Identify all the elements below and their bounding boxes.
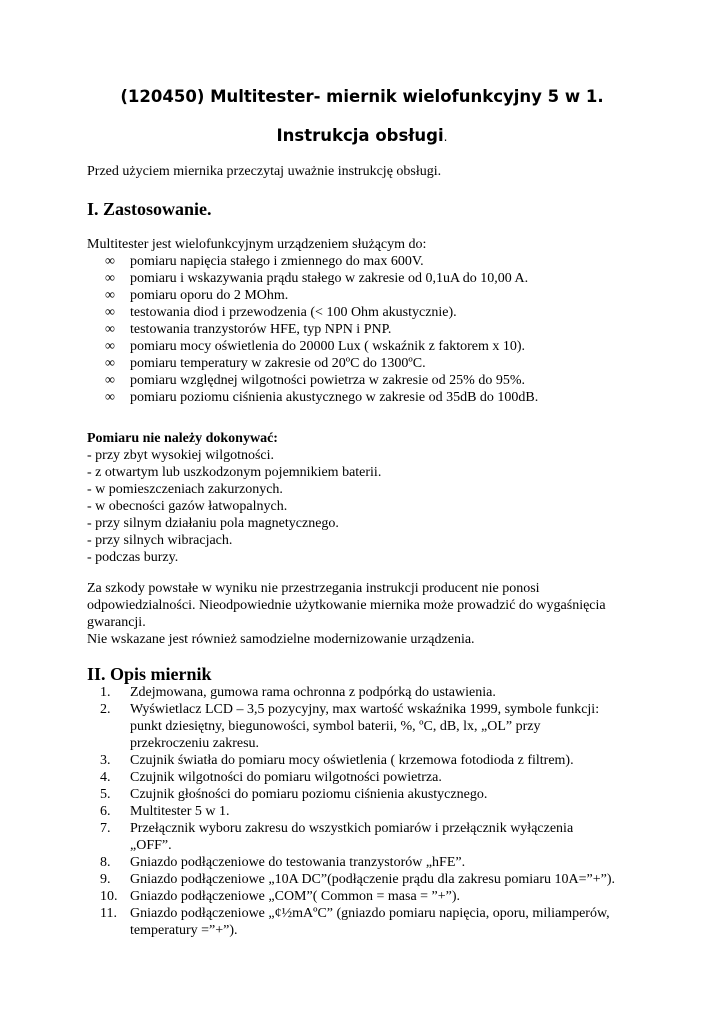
item-text xyxy=(130,701,660,752)
list-item xyxy=(105,338,538,355)
warning-line: - w obecności gazów łatwopalnych. xyxy=(87,499,288,514)
bullet-symbol: ∞ xyxy=(105,271,115,286)
item-line: Czujnik światła do pomiaru mocy oświetlenia ( krzemowa fotodioda z filtrem). xyxy=(130,753,574,768)
numbered-item xyxy=(100,701,660,752)
document-title: (120450) Multitester- miernik wielofunkcyjny 5 w 1. xyxy=(120,87,604,106)
list-item xyxy=(105,321,538,338)
list-item-text: pomiaru oporu do 2 MOhm. xyxy=(130,288,289,303)
item-number: 2. xyxy=(100,702,111,717)
item-text xyxy=(130,820,660,854)
warning-line: - w pomieszczeniach zakurzonych. xyxy=(87,482,283,497)
list-item-text: pomiaru mocy oświetlenia do 20000 Lux ( wskaźnik z faktorem x 10). xyxy=(130,339,526,354)
numbered-item xyxy=(100,905,660,939)
item-line: temperatury =”+”). xyxy=(130,923,238,938)
list-item xyxy=(105,304,538,321)
item-text xyxy=(130,854,660,871)
list-item-text: testowania tranzystorów HFE, typ NPN i PNP. xyxy=(130,322,392,337)
bullet-symbol: ∞ xyxy=(105,373,115,388)
list-item xyxy=(105,389,538,406)
item-number: 1. xyxy=(100,685,111,700)
subtitle-text: Instrukcja obsługi xyxy=(276,126,444,145)
warning-block xyxy=(87,430,381,566)
section-lead: Multitester jest wielofunkcyjnym urządzeniem służącym do: xyxy=(87,237,427,252)
item-line: Gniazdo podłączeniowe „¢½mAºC” (gniazdo pomiaru napięcia, oporu, miliamperów, xyxy=(130,906,610,921)
list-item xyxy=(105,287,538,304)
item-number: 7. xyxy=(100,821,111,836)
bullet-symbol: ∞ xyxy=(105,322,115,337)
list-item xyxy=(105,253,538,270)
item-line: Gniazdo podłączeniowe „10A DC”(podłączenie prądu dla zakresu pomiaru 10A=”+”). xyxy=(130,872,615,887)
item-number: 5. xyxy=(100,787,111,802)
liability-paragraph xyxy=(87,580,667,648)
warning-line: - przy silnym działaniu pola magnetycznego. xyxy=(87,516,339,531)
numbered-item xyxy=(100,888,660,905)
warning-line: - przy silnych wibracjach. xyxy=(87,533,233,548)
item-text xyxy=(130,905,660,939)
item-number: 4. xyxy=(100,770,111,785)
paragraph-line: odpowiedzialności. Nieodpowiednie użytkowanie miernika może prowadzić do wygaśnięcia xyxy=(87,598,606,613)
item-line: Gniazdo podłączeniowe do testowania tranzystorów „hFE”. xyxy=(130,855,466,870)
item-line: Gniazdo podłączeniowe „COM”( Common = masa = ”+”). xyxy=(130,889,461,904)
subtitle-dot: . xyxy=(443,130,448,144)
numbered-item xyxy=(100,684,660,701)
item-number: 8. xyxy=(100,855,111,870)
item-line: Multitester 5 w 1. xyxy=(130,804,230,819)
numbered-item xyxy=(100,871,660,888)
item-text xyxy=(130,871,660,888)
numbered-item xyxy=(100,820,660,854)
bullet-symbol: ∞ xyxy=(105,339,115,354)
numbered-item xyxy=(100,769,660,786)
item-line: przekroczeniu zakresu. xyxy=(130,736,260,751)
list-item xyxy=(105,355,538,372)
usage-list xyxy=(105,253,538,406)
numbered-item xyxy=(100,854,660,871)
list-item-text: pomiaru poziomu ciśnienia akustycznego w zakresie od 35dB do 100dB. xyxy=(130,390,539,405)
item-text xyxy=(130,684,660,701)
warning-heading: Pomiaru nie należy dokonywać: xyxy=(87,431,278,446)
item-text xyxy=(130,888,660,905)
section-heading-opis: II. Opis miernik xyxy=(87,664,212,684)
item-number: 11. xyxy=(100,906,117,921)
item-line: Przełącznik wyboru zakresu do wszystkich pomiarów i przełącznik wyłączenia xyxy=(130,821,574,836)
item-number: 6. xyxy=(100,804,111,819)
bullet-symbol: ∞ xyxy=(105,305,115,320)
numbered-item xyxy=(100,786,660,803)
item-number: 9. xyxy=(100,872,111,887)
list-item-text: testowania diod i przewodzenia (< 100 Ohm akustycznie). xyxy=(130,305,457,320)
paragraph-line: gwarancji. xyxy=(87,615,146,630)
item-text xyxy=(130,786,660,803)
paragraph-line: Za szkody powstałe w wyniku nie przestrzegania instrukcji producent nie ponosi xyxy=(87,581,540,596)
numbered-item xyxy=(100,803,660,820)
warning-line: - z otwartym lub uszkodzonym pojemnikiem baterii. xyxy=(87,465,382,480)
list-item xyxy=(105,270,538,287)
description-list xyxy=(100,684,660,939)
intro-text: Przed użyciem miernika przeczytaj uważnie instrukcję obsługi. xyxy=(87,164,442,179)
item-line: punkt dziesiętny, biegunowości, symbol baterii, %, ºC, dB, lx, „OL” przy xyxy=(130,719,541,734)
item-line: Wyświetlacz LCD – 3,5 pozycyjny, max wartość wskaźnika 1999, symbole funkcji: xyxy=(130,702,600,717)
item-number: 10. xyxy=(100,889,118,904)
list-item-text: pomiaru względnej wilgotności powietrza w zakresie od 25% do 95%. xyxy=(130,373,526,388)
section-heading-zastosowanie: I. Zastosowanie. xyxy=(87,199,212,219)
item-text xyxy=(130,752,660,769)
list-item-text: pomiaru napięcia stałego i zmiennego do max 600V. xyxy=(130,254,424,269)
warning-line: - przy zbyt wysokiej wilgotności. xyxy=(87,448,275,463)
item-line: Czujnik wilgotności do pomiaru wilgotności powietrza. xyxy=(130,770,442,785)
item-text xyxy=(130,769,660,786)
item-line: „OFF”. xyxy=(130,838,172,853)
list-item-text: pomiaru temperatury w zakresie od 20ºC do 1300ºC. xyxy=(130,356,426,371)
list-item-text: pomiaru i wskazywania prądu stałego w zakresie od 0,1uA do 10,00 A. xyxy=(130,271,529,286)
bullet-symbol: ∞ xyxy=(105,356,115,371)
item-number: 3. xyxy=(100,753,111,768)
warning-line: - podczas burzy. xyxy=(87,550,179,565)
document-subtitle xyxy=(0,126,724,145)
bullet-symbol: ∞ xyxy=(105,288,115,303)
item-line: Czujnik głośności do pomiaru poziomu ciśnienia akustycznego. xyxy=(130,787,488,802)
item-line: Zdejmowana, gumowa rama ochronna z podpórką do ustawienia. xyxy=(130,685,496,700)
numbered-item xyxy=(100,752,660,769)
item-text xyxy=(130,803,660,820)
paragraph-line: Nie wskazane jest również samodzielne modernizowanie urządzenia. xyxy=(87,632,475,647)
bullet-symbol: ∞ xyxy=(105,390,115,405)
list-item xyxy=(105,372,538,389)
bullet-symbol: ∞ xyxy=(105,254,115,269)
